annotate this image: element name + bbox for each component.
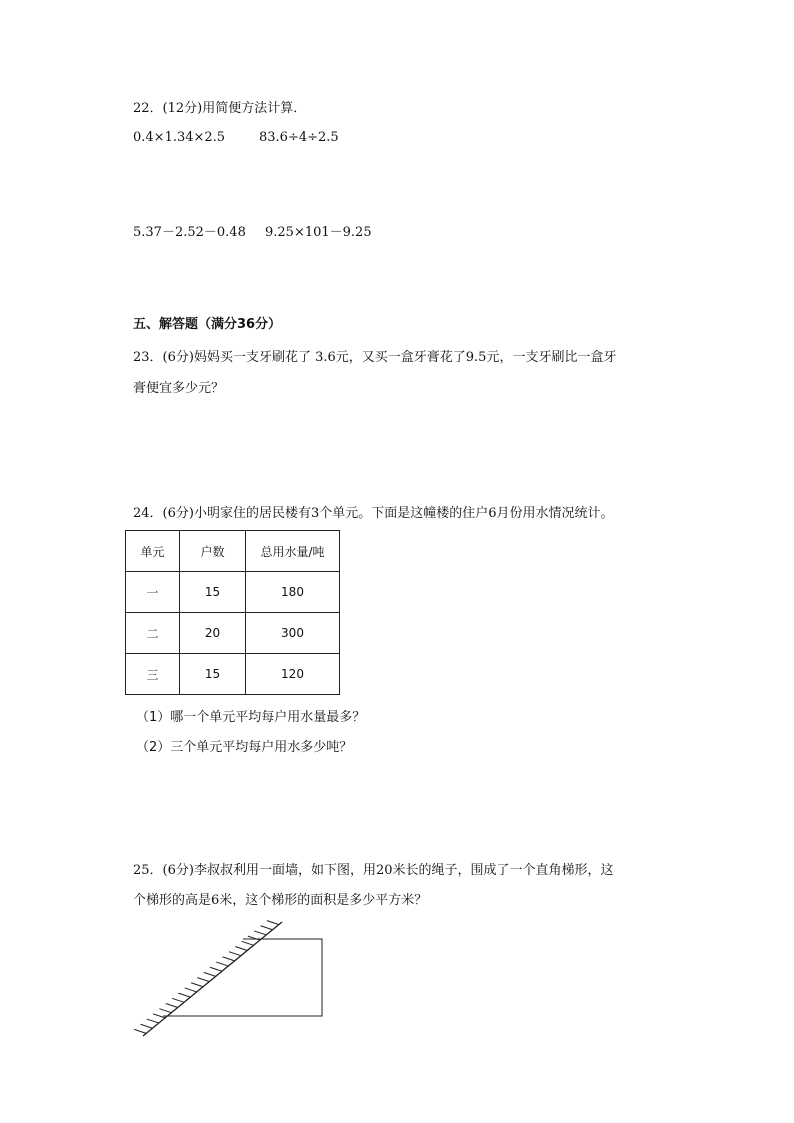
wall-hatch-mark	[261, 926, 273, 930]
table-cell: 15	[180, 572, 246, 613]
table-header-cell: 单元	[126, 531, 180, 572]
wall-hatch-mark	[191, 983, 203, 987]
table-cell: 300	[246, 613, 340, 654]
table-cell: 20	[180, 613, 246, 654]
wall-hatch-mark	[267, 921, 279, 925]
wall-hatch-mark	[242, 941, 254, 945]
table-cell: 一	[126, 572, 180, 613]
wall-hatch-mark	[185, 988, 197, 992]
wall-hatch-mark	[134, 1029, 146, 1033]
trapezoid-shape	[163, 939, 322, 1016]
wall-hatch-mark	[159, 1009, 171, 1013]
wall-hatch-mark	[172, 998, 184, 1002]
q22-expr-3: 5.37－2.52－0.48	[133, 225, 246, 240]
wall-hatch-mark	[178, 993, 190, 997]
wall-hatch-mark	[166, 1004, 178, 1008]
table-cell: 二	[126, 613, 180, 654]
wall-hatch-mark	[235, 947, 247, 951]
wall-hatch-mark	[210, 967, 222, 971]
wall-hatch-mark	[216, 962, 228, 966]
q23-line-2: 膏便宜多少元？	[133, 381, 225, 396]
wall-hatch-mark	[223, 957, 235, 961]
wall-hatch-mark	[254, 931, 266, 935]
q25-line-1: 25．(6分)李叔叔利用一面墙，如下图，用20米长的绳子，围成了一个直角梯形，这	[133, 863, 614, 878]
wall-hatch-mark	[197, 978, 209, 982]
table-header-cell: 户数	[180, 531, 246, 572]
q23-line-1: 23．(6分)妈妈买一支牙刷花了 3.6元，又买一盒牙膏花了9.5元，一支牙刷比一盒牙	[133, 350, 617, 365]
wall-hatch-mark	[140, 1024, 152, 1028]
q24-subquestion-2: （2）三个单元平均每户用水多少吨？	[136, 740, 353, 755]
wall-hatch-mark	[229, 952, 241, 956]
wall-hatch-mark	[147, 1019, 159, 1023]
q24-subquestion-1: （1）哪一个单元平均每户用水量最多？	[136, 710, 366, 725]
table-cell: 120	[246, 654, 340, 695]
q22-expr-4: 9.25×101－9.25	[265, 225, 372, 240]
q25-line-2: 个梯形的高是6米，这个梯形的面积是多少平方米？	[133, 893, 428, 908]
wall-line	[143, 922, 282, 1036]
q22-title: 22．(12分)用简便方法计算．	[133, 101, 307, 116]
table-header-cell: 总用水量/吨	[246, 531, 340, 572]
wall-hatch-mark	[248, 936, 260, 940]
table-cell: 180	[246, 572, 340, 613]
wall-hatch-mark	[204, 972, 216, 976]
q24-line-1: 24．(6分)小明家住的居民楼有3个单元。下面是这幢楼的住户6月份用水情况统计。	[133, 506, 614, 521]
table-cell: 三	[126, 654, 180, 695]
table-cell: 15	[180, 654, 246, 695]
q22-expr-2: 83.6÷4÷2.5	[259, 130, 339, 145]
section-heading: 五、解答题（满分36分）	[133, 317, 282, 332]
q22-expr-1: 0.4×1.34×2.5	[133, 130, 226, 145]
